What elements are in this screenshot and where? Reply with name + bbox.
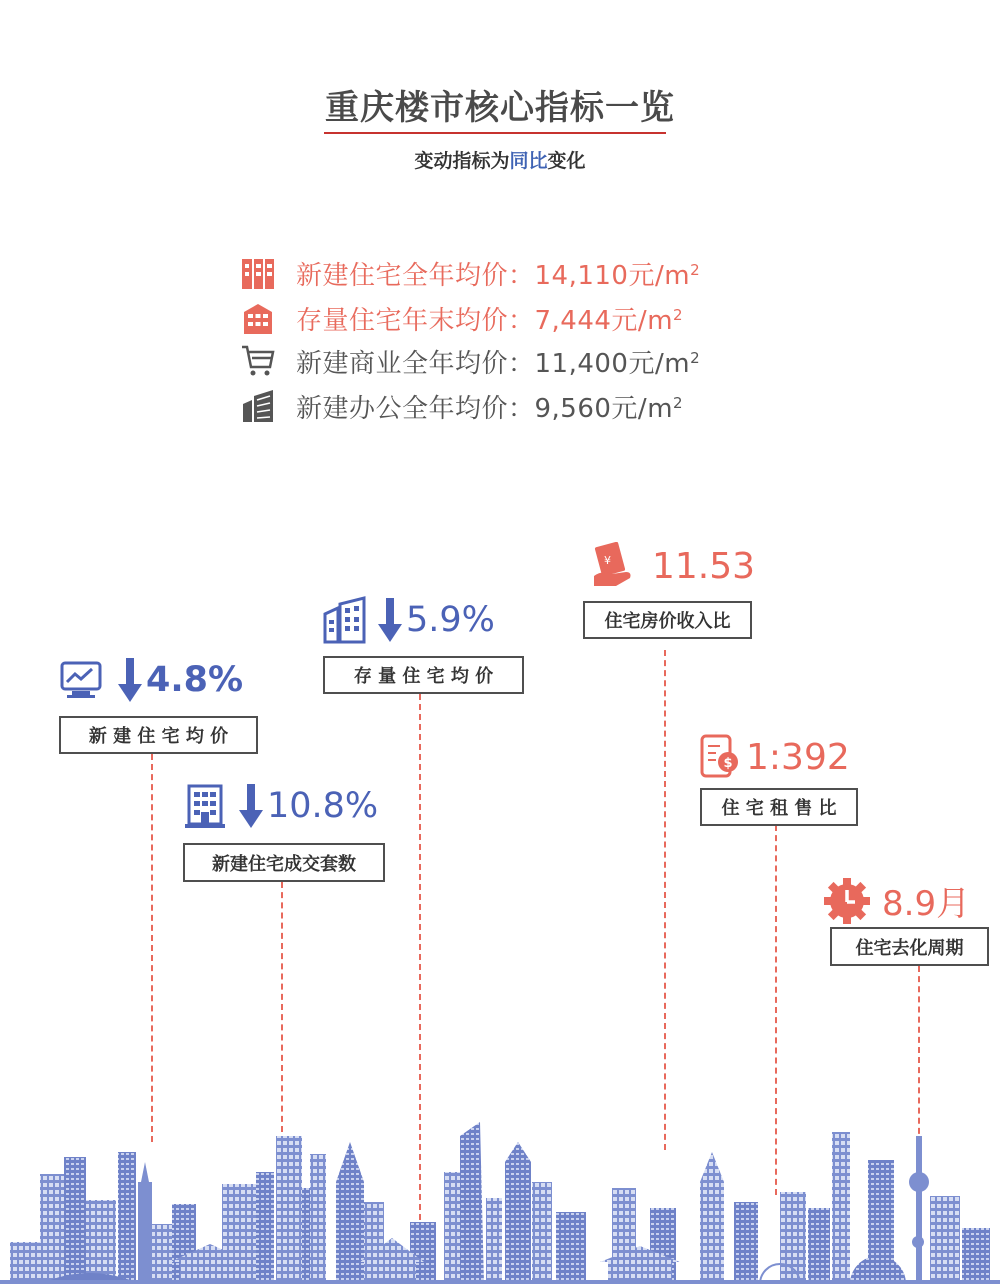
stat-label-box: 存 量 住 宅 均 价	[323, 656, 524, 694]
stat-destock-period	[824, 876, 970, 925]
stat-value: 5.9%	[406, 600, 495, 640]
building-icon	[240, 255, 276, 291]
connector-line	[281, 882, 283, 1132]
svg-text:$: $	[723, 756, 733, 771]
headline-existing-housing-price	[240, 298, 683, 338]
subtitle-prefix: 变动指标为	[414, 150, 510, 172]
down-arrow-icon	[118, 658, 142, 702]
clock-gear-icon	[824, 878, 870, 924]
stat-existing-housing-price	[322, 596, 495, 644]
chart-monitor-icon	[60, 660, 102, 700]
headline-text: 存量住宅年末均价：7,444元/m	[296, 305, 674, 336]
stat-value-row	[118, 658, 243, 702]
stat-label-box: 新建住宅成交套数	[183, 843, 385, 882]
stat-value: 10.8%	[267, 786, 379, 826]
stat-value: 8.9月	[882, 884, 971, 924]
svg-text:¥: ¥	[604, 554, 611, 567]
stat-value: 1:392	[746, 736, 850, 778]
headline-text: 新建住宅全年均价：14,110元/m	[296, 260, 691, 291]
stat-new-housing-units	[185, 784, 378, 828]
subtitle	[0, 146, 1000, 173]
office-tower-icon	[240, 388, 276, 424]
title-underline	[324, 132, 666, 134]
connector-line	[151, 754, 153, 1142]
superscript: 2	[673, 394, 684, 412]
stat-value: 4.8%	[146, 660, 244, 700]
apartment-block-icon	[185, 784, 225, 828]
stat-label-box: 新 建 住 宅 均 价	[59, 716, 258, 754]
headline-office-price	[240, 386, 683, 426]
money-hand-icon	[592, 542, 634, 590]
apartment-icon	[240, 300, 276, 336]
stat-new-housing-price	[60, 658, 243, 702]
connector-line	[664, 650, 666, 1150]
stat-value-row	[378, 598, 495, 642]
stat-rent-sale-ratio	[700, 734, 850, 780]
rent-document-icon	[700, 734, 740, 780]
superscript: 2	[690, 349, 701, 367]
superscript: 2	[673, 306, 684, 324]
stat-label-box: 住 宅 租 售 比	[700, 788, 858, 826]
headline-new-housing-price	[240, 253, 700, 293]
page-title: 重庆楼市核心指标一览	[325, 88, 675, 128]
headline-text: 新建商业全年均价：11,400元/m	[296, 348, 691, 379]
stat-value-row	[239, 784, 378, 828]
stat-label-box: 住宅去化周期	[830, 927, 989, 966]
superscript: 2	[690, 261, 701, 279]
down-arrow-icon	[378, 598, 402, 642]
stat-price-income-ratio	[592, 542, 755, 590]
stat-value: 11.53	[652, 545, 756, 587]
subtitle-highlight: 同比	[509, 150, 548, 172]
down-arrow-icon	[239, 784, 263, 828]
towers-icon	[322, 596, 368, 644]
headline-commercial-price	[240, 341, 700, 381]
headline-text: 新建办公全年均价：9,560元/m	[296, 393, 674, 424]
stat-label-box: 住宅房价收入比	[583, 601, 752, 639]
city-skyline-illustration	[0, 1112, 1000, 1284]
shopping-cart-icon	[240, 343, 276, 379]
subtitle-suffix: 变化	[547, 150, 586, 172]
